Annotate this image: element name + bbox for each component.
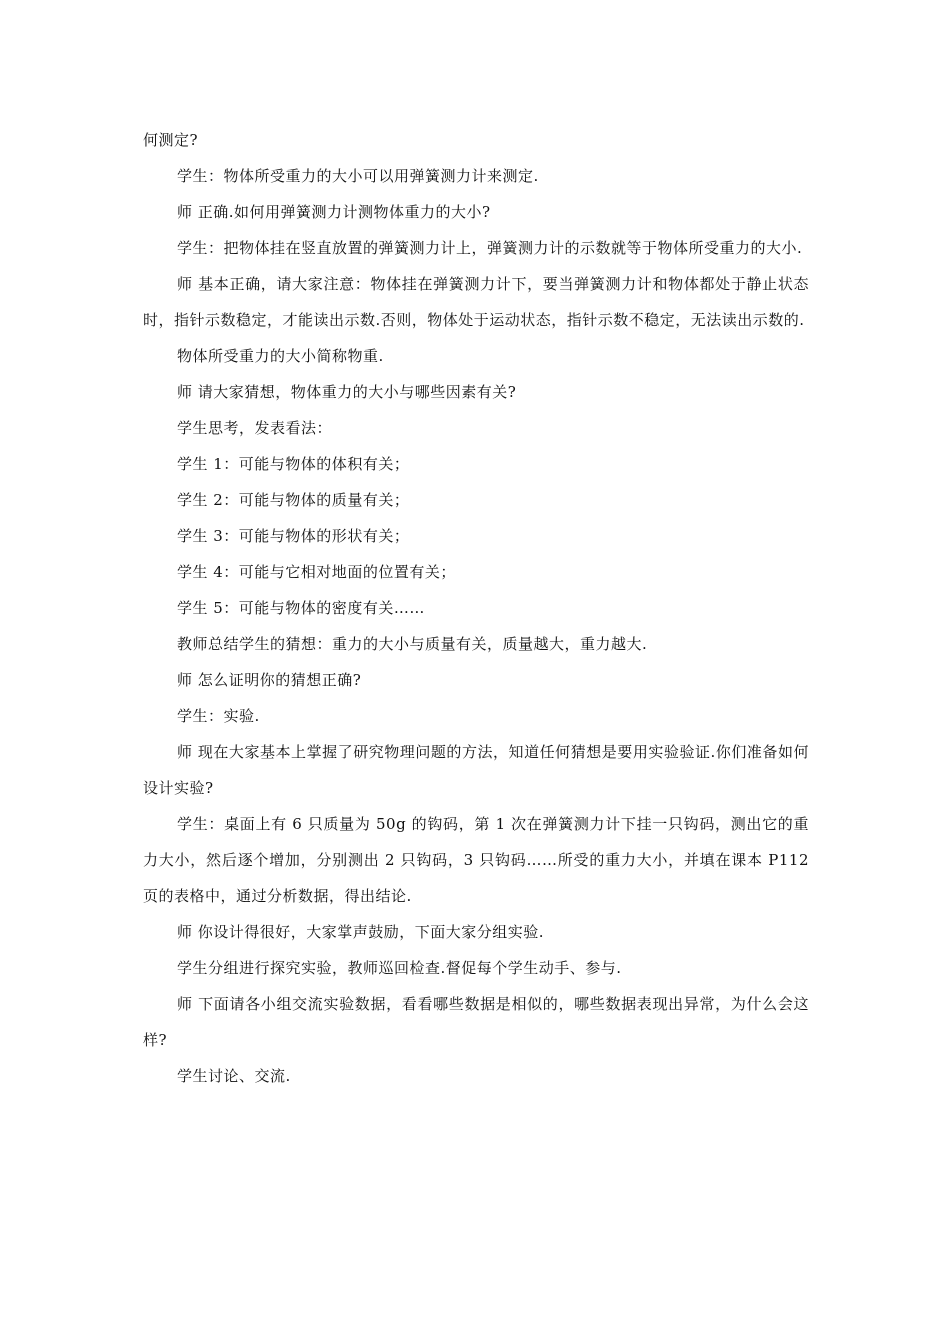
paragraph: 学生：实验. (177, 707, 260, 725)
paragraph: 学生思考，发表看法： (177, 419, 333, 437)
paragraph: 师 基本正确，请大家注意：物体挂在弹簧测力计下，要当弹簧测力计和物体都处于静止状态时，指针示数稳定，才能读出示数.否则，物体处于运动状态，指针示数不稳定，无法读出示数的. (143, 275, 809, 329)
paragraph: 学生：物体所受重力的大小可以用弹簧测力计来测定. (177, 167, 539, 185)
paragraph: 师 现在大家基本上掌握了研究物理问题的方法，知道任何猜想是要用实验验证.你们准备如何设计实验? (143, 743, 809, 797)
paragraph: 物体所受重力的大小简称物重. (177, 347, 384, 365)
paragraph: 学生：把物体挂在竖直放置的弹簧测力计上，弹簧测力计的示数就等于物体所受重力的大小. (177, 239, 803, 257)
paragraph: 师 请大家猜想，物体重力的大小与哪些因素有关? (177, 383, 517, 401)
paragraph: 师 你设计得很好，大家掌声鼓励，下面大家分组实验. (177, 923, 545, 941)
paragraph: 学生 3：可能与物体的形状有关； (177, 527, 410, 545)
paragraph: 何测定? (143, 131, 199, 149)
paragraph: 学生分组进行探究实验，教师巡回检查.督促每个学生动手、参与. (177, 959, 622, 977)
paragraph: 学生 4：可能与它相对地面的位置有关； (177, 563, 456, 581)
document-body (143, 122, 809, 1094)
paragraph: 师 正确.如何用弹簧测力计测物体重力的大小? (177, 203, 491, 221)
paragraph: 学生 1：可能与物体的体积有关； (177, 455, 410, 473)
paragraph: 师 怎么证明你的猜想正确? (177, 671, 362, 689)
paragraph: 学生 2：可能与物体的质量有关； (177, 491, 410, 509)
paragraph: 学生讨论、交流. (177, 1067, 291, 1085)
paragraph: 师 下面请各小组交流实验数据，看看哪些数据是相似的，哪些数据表现出异常，为什么会这样? (143, 995, 809, 1049)
paragraph: 学生：桌面上有 6 只质量为 50g 的钩码，第 1 次在弹簧测力计下挂一只钩码，测出它的重力大小，然后逐个增加，分别测出 2 只钩码，3 只钩码……所受的重力大小，并填在课本 P112 页的表格中，通过分析数据，得出结论. (143, 815, 809, 905)
paragraph: 学生 5：可能与物体的密度有关…… (177, 599, 425, 617)
paragraph: 教师总结学生的猜想：重力的大小与质量有关，质量越大，重力越大. (177, 635, 648, 653)
